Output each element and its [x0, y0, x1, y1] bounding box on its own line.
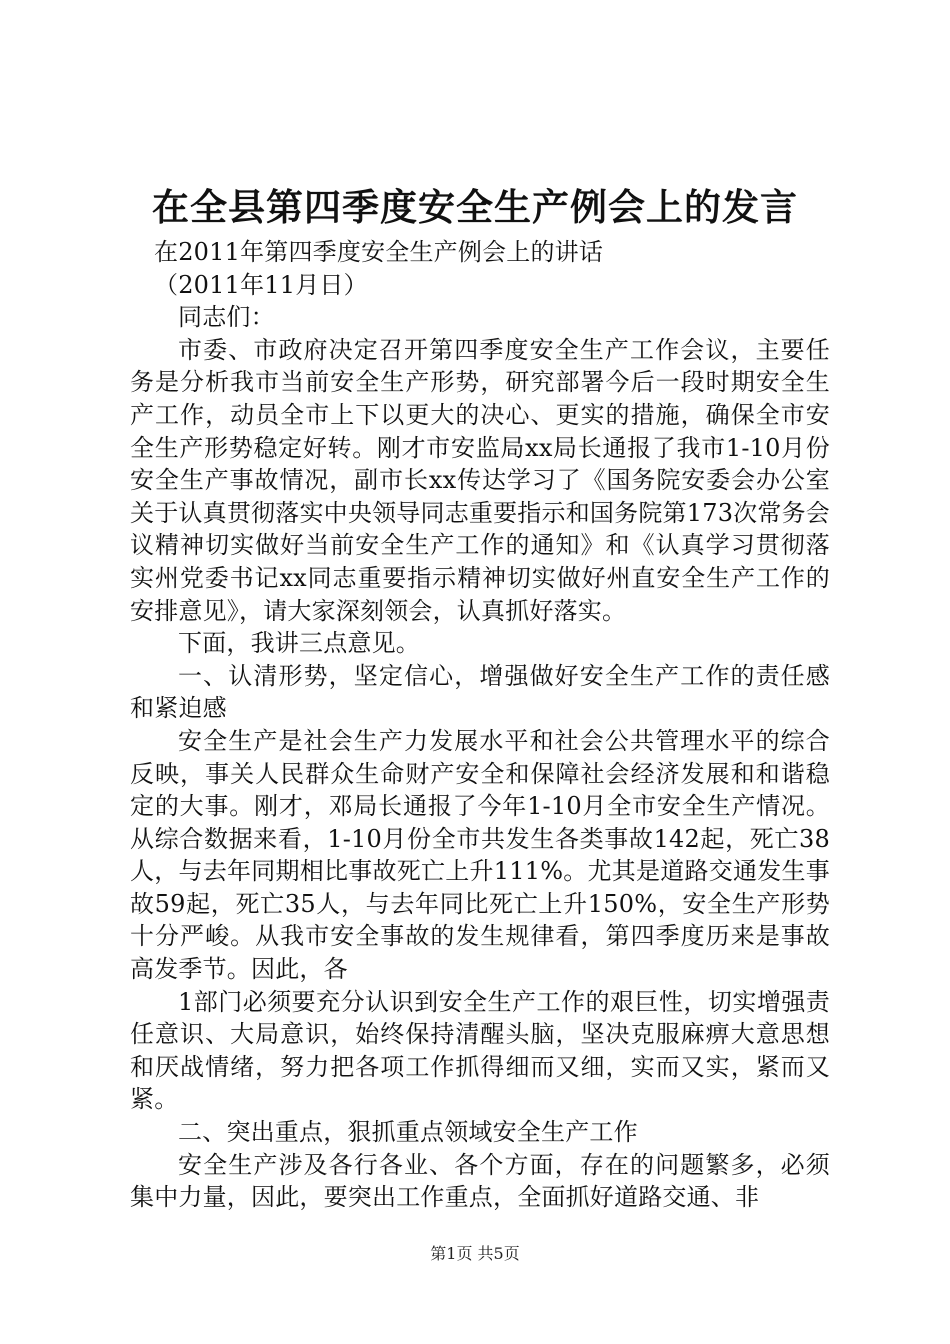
greeting: 同志们：: [178, 303, 275, 332]
document-body: [130, 236, 830, 1214]
paragraph-situation: 安全生产是社会生产力发展水平和社会公共管理水平的综合反映，事关人民群众生命财产安全和保障社会经济发展和和谐稳定的大事。刚才，邓局长通报了今年1-10月全市安全生产情况。从综合数据来看，1-10月份全市共发生各类事故142起，死亡38人，与去年同期相比事故死亡上升111%。尤其是道路交通发生事故59起，死亡35人，与去年同比死亡上升150%，安全生产形势十分严峻。从我市安全事故的发生规律看，第四季度历来是事故高发季节。因此，各: [130, 726, 830, 984]
speech-date: （2011年11月日）: [154, 270, 368, 299]
speech-subtitle: 在2011年第四季度安全生产例会上的讲话: [154, 238, 604, 266]
paragraph-responsibility: 1部门必须要充分认识到安全生产工作的艰巨性，切实增强责任意识、大局意识，始终保持清醒头脑，坚决克服麻痹大意思想和厌战情绪，努力把各项工作抓得细而又细，实而又实，紧而又紧。: [130, 987, 830, 1114]
section-heading-1: 一、认清形势，坚定信心，增强做好安全生产工作的责任感和紧迫感: [130, 661, 830, 723]
paragraph-focus: 安全生产涉及各行各业、各个方面，存在的问题繁多，必须集中力量，因此，要突出工作重点，全面抓好道路交通、非: [130, 1150, 830, 1212]
section-heading-2: 二、突出重点，狠抓重点领域安全生产工作: [178, 1118, 638, 1147]
paragraph-transition: 下面，我讲三点意见。: [178, 629, 420, 658]
paragraph-intro: 市委、市政府决定召开第四季度安全生产工作会议，主要任务是分析我市当前安全生产形势，研究部署今后一段时期安全生产工作，动员全市上下以更大的决心、更实的措施，确保全市安全生产形势稳定好转。刚才市安监局xx局长通报了我市1-10月份安全生产事故情况，副市长xx传达学习了《国务院安委会办公室关于认真贯彻落实中央领导同志重要指示和国务院第173次常务会议精神切实做好当前安全生产工作的通知》和《认真学习贯彻落实州党委书记xx同志重要指示精神切实做好州直安全生产工作的安排意见》，请大家深刻领会，认真抓好落实。: [130, 335, 830, 625]
page-number: 第1页 共5页: [430, 1244, 520, 1263]
document-title: 在全县第四季度安全生产例会上的发言: [152, 186, 798, 229]
